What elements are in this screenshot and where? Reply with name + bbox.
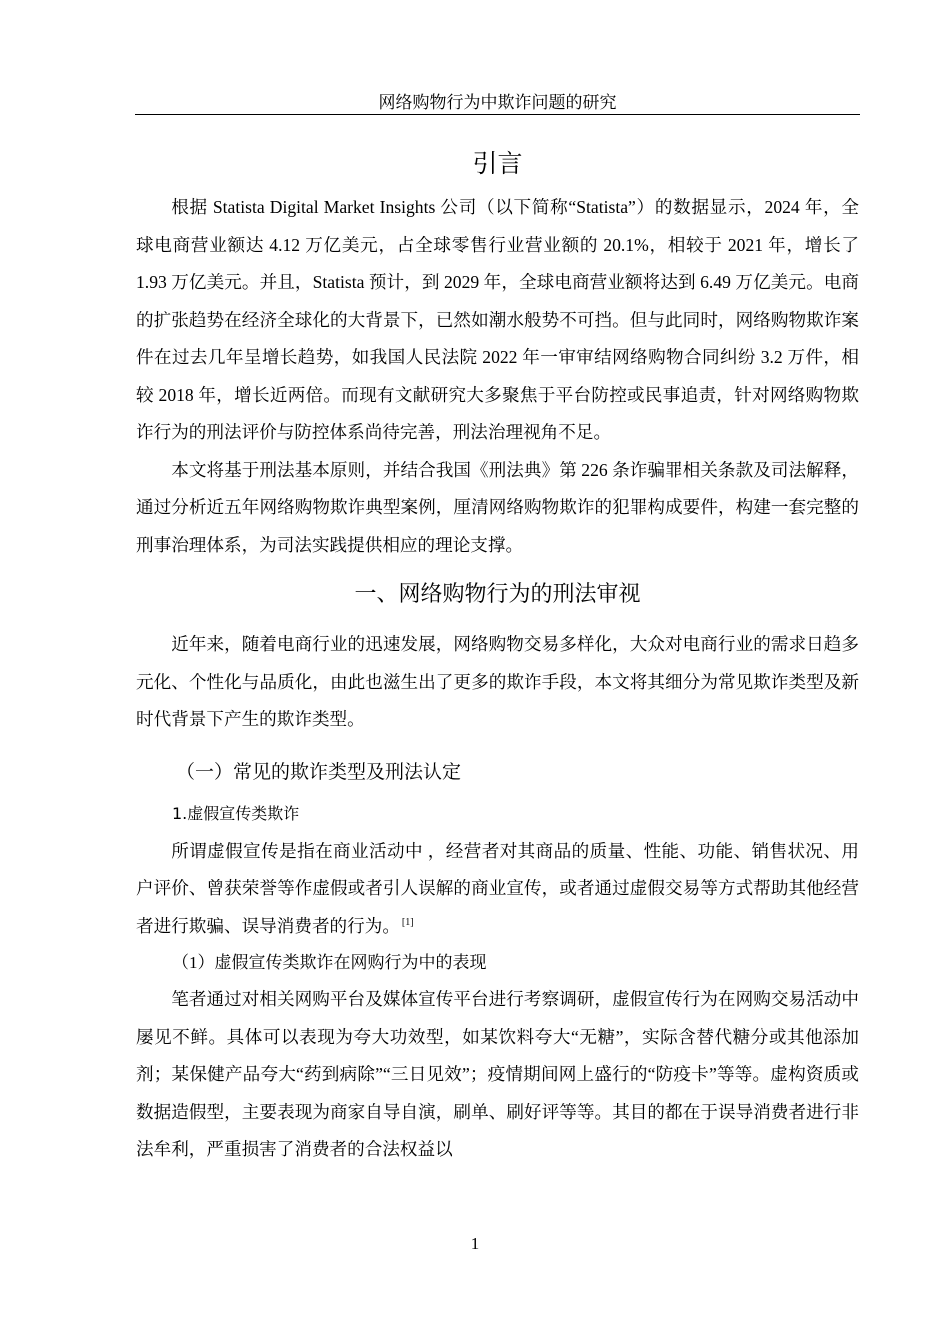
section-1-paragraph: 近年来，随着电商行业的迅速发展，网络购物交易多样化，大众对电商行业的需求日趋多元化、个性化与品质化，由此也滋生出了更多的欺诈手段，本文将其细分为常见欺诈类型及新时代背景下产生的欺诈类型。 — [136, 634, 859, 729]
citation-marker[interactable]: [1] — [401, 916, 414, 928]
subsection-1-heading: （一）常见的欺诈类型及刑法认定 — [176, 760, 462, 783]
item-1-paragraph-text: 所谓虚假宣传是指在商业活动中 ，经营者对其商品的质量、性能、功能、销售状况、用户评价、曾获荣誉等作虚假或者引人误解的商业宣传，或者通过虚假交易等方式帮助其他经营者进行欺骗、误导消费者的行为。 — [136, 840, 859, 936]
intro-heading: 引言 — [472, 149, 523, 178]
intro-paragraph-2: 本文将基于刑法基本原则，并结合我国《刑法典》第 226 条诈骗罪相关条款及司法解释，通过分析近五年网络购物欺诈典型案例，厘清网络购物欺诈的犯罪构成要件，构建一套完整的刑事治理体系，为司法实践提供相应的理论支撑。 — [136, 459, 859, 555]
item-1-paragraph — [136, 833, 859, 946]
section-1-heading: 一、网络购物行为的刑法审视 — [354, 582, 641, 607]
page-number: 1 — [470, 1234, 480, 1253]
sub-item-1-heading: （1）虚假宣传类欺诈在网购行为中的表现 — [172, 953, 487, 972]
sub-item-1-paragraph: 笔者通过对相关网购平台及媒体宣传平台进行考察调研，虚假宣传行为在网购交易活动中屡见不鲜。具体可以表现为夸大功效型，如某饮料夸大“无糖”，实际含替代糖分或其他添加剂；某保健产品夸大“药到病除”“三日见效”；疫情期间网上盛行的“防疫卡”等等。虚构资质或数据造假型，主要表现为商家自导自演，刷单、刷好评等等。其目的都在于误导消费者进行非法牟利，严重损害了消费者的合法权益以 — [136, 989, 859, 1159]
running-header: 网络购物行为中欺诈问题的研究 — [378, 93, 617, 112]
page-body — [136, 145, 859, 1169]
intro-paragraph-1: 根据 Statista Digital Market Insights 公司（以下简称“Statista”）的数据显示，2024 年，全球电商营业额达 4.12 万亿美元，占全球零售行业营业额的 20.1%，相较于 2021 年，增长了 1.93 万亿美元。并且，Statista 预计，到 2029 年，全球电商营业额将达到 6.49 万亿美元。电商的扩张趋势在经济全球化的大背景下，已然如潮水般势不可挡。但与此同时，网络购物欺诈案件在过去几年呈增长趋势，如我国人民法院 2022 年一审审结网络购物合同纠纷 3.2 万件，相较 2018 年，增长近两倍。而现有文献研究大多聚焦于平台防控或民事追责，针对网络购物欺诈行为的刑法评价与防控体系尚待完善，刑法治理视角不足。 — [136, 197, 859, 442]
item-1-heading: 1.虚假宣传类欺诈 — [172, 803, 300, 823]
header-divider — [135, 114, 860, 115]
